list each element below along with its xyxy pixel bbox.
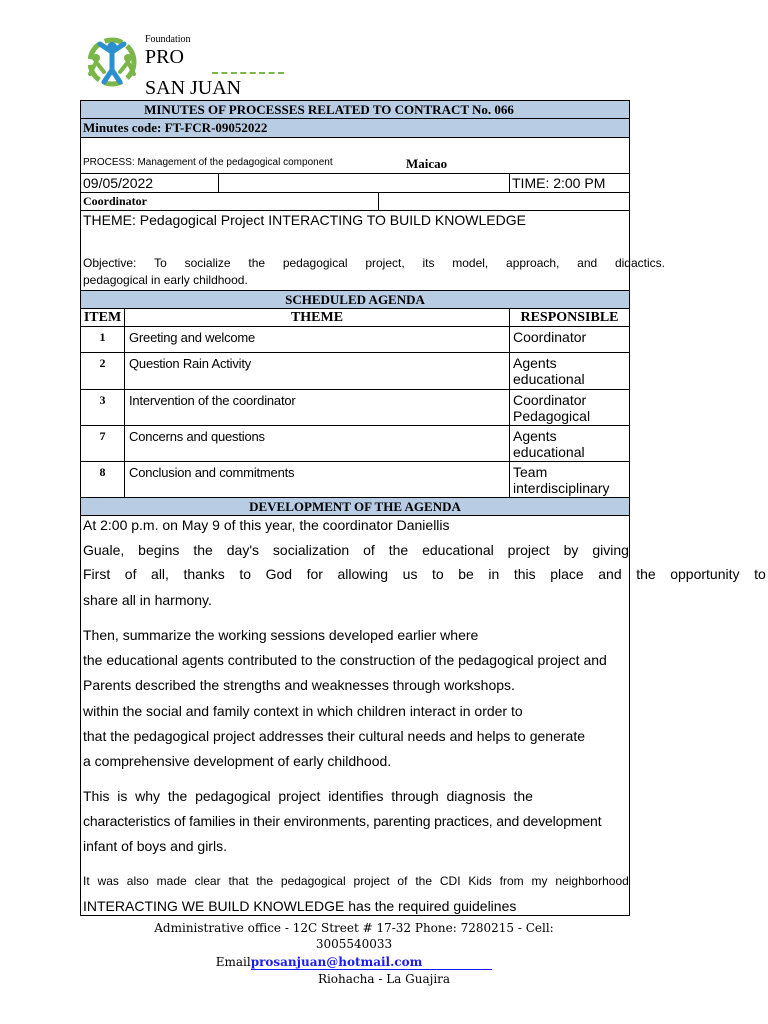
time-text: TIME: 2:00 PM [512,175,606,191]
development-p1-line3: First of all, thanks to God for allowing us to be in this place and the opportunity to [83,566,766,582]
table-row [80,390,630,426]
minutes-code: Minutes code: FT-FCR-09052022 [83,120,268,135]
table-row [80,462,630,498]
development-p4-line2: INTERACTING WE BUILD KNOWLEDGE has the required guidelines [83,898,517,914]
objective-line-1: Objective: To socialize the pedagogical project, its model, approach, and didactics. [83,256,665,270]
objective-line-2: pedagogical in early childhood. [83,273,248,287]
footer-email-line [0,955,768,970]
col-responsible-header: RESPONSIBLE [509,309,629,326]
item-number: 7 [99,429,106,443]
table-row [80,327,630,353]
item-theme: Greeting and welcome [124,327,509,352]
col-item-header: ITEM [83,310,122,325]
development-p2-line3: Parents described the strengths and weaknesses through workshops. [83,677,515,693]
table-row [80,426,630,462]
logo-sanjuan-text: SAN JUAN [145,77,242,99]
item-theme: Intervention of the coordinator [124,390,509,425]
footer-email-label: Email [215,955,251,969]
development-title: DEVELOPMENT OF THE AGENDA [249,499,461,514]
development-p1-line1: At 2:00 p.m. on May 9 of this year, the coordinator Daniellis [83,517,450,533]
logo-pro-text: PRO [145,46,184,68]
development-p2-line6: a comprehensive development of early childhood. [83,753,392,769]
foundation-logo [82,22,292,102]
process-text: PROCESS: Management of the pedagogical component [83,157,333,168]
development-p2-line1: Then, summarize the working sessions developed earlier where [83,627,479,643]
footer-address: Administrative office - 12C Street # 17-32 Phone: 7280215 - Cell: [154,921,554,935]
col-theme-header: THEME [124,309,509,326]
item-theme: Conclusion and commitments [124,462,509,497]
item-theme: Concerns and questions [124,426,509,461]
item-responsible: Agents educational [509,426,629,461]
people-circle-icon [82,30,142,100]
item-responsible: Coordinator Pedagogical [509,390,629,425]
document-title-row [80,100,630,119]
development-p2-line5: that the pedagogical project addresses their cultural needs and helps to generate [83,728,586,744]
development-p2-line4: within the social and family context in which children interact in order to [83,703,523,719]
item-theme: Question Rain Activity [124,353,509,389]
coordinator-row [80,193,630,211]
development-p3-line3: infant of boys and girls. [83,838,227,854]
item-responsible: Agents educational [509,353,629,389]
item-responsible: Team interdisciplinary [509,462,629,497]
development-p3-line2: characteristics of families in their environments, parenting practices, and development [83,813,602,829]
item-number: 8 [99,465,106,479]
theme-text: THEME: Pedagogical Project INTERACTING TO BUILD KNOWLEDGE [83,212,526,228]
agenda-header-row [80,309,630,327]
minutes-code-row [80,119,630,138]
development-p1-line4: share all in harmony. [83,592,212,608]
logo-dashes [212,72,284,74]
footer-cell: 3005540033 [315,937,393,951]
development-p3-line1: This is why the pedagogical project identifies through diagnosis the [83,788,533,804]
item-number: 2 [99,356,106,370]
item-number: 1 [99,330,106,344]
agenda-title-row [80,291,630,309]
agenda-title: SCHEDULED AGENDA [285,292,425,307]
item-responsible: Coordinator [509,327,629,352]
footer-city: Riohacha - La Guajira [317,972,451,986]
date-row [80,174,630,193]
table-row [80,353,630,390]
document-title: MINUTES OF PROCESSES RELATED TO CONTRACT No. 066 [144,102,514,117]
development-p1-line2: Guale, begins the day's socialization of the educational project by giving [83,542,629,558]
coordinator-label: Coordinator [83,194,147,208]
logo-foundation-text: Foundation [145,34,191,45]
process-row [80,138,630,174]
development-title-row [80,498,630,516]
date-text: 09/05/2022 [83,175,154,191]
development-p4-line1: It was also made clear that the pedagogical project of the CDI Kids from my neighborhood [83,874,629,888]
email-link[interactable]: prosanjuan@hotmail.com [251,955,493,970]
place-text: Maicao [406,156,448,171]
development-p2-line2: the educational agents contributed to the construction of the pedagogical project and [83,652,607,668]
item-number: 3 [99,393,106,407]
theme-objective-row [80,211,665,291]
